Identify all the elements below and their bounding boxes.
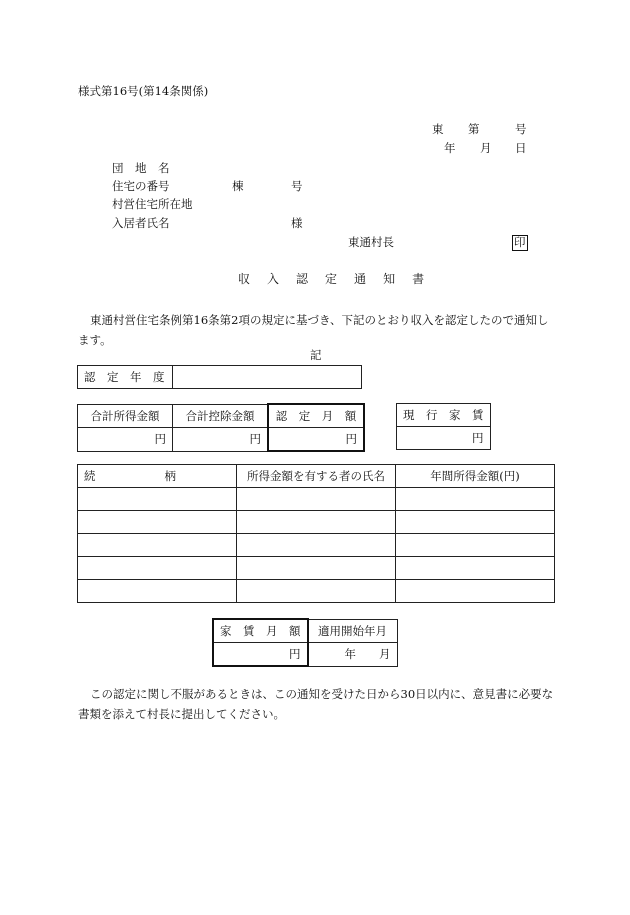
issuer-name: 東通村長 [348, 235, 394, 249]
document-title: 収 入 認 定 通 知 書 [238, 272, 431, 286]
seal-mark: 印 [514, 235, 526, 249]
table-row [78, 557, 555, 580]
building-label: 棟 [232, 179, 244, 193]
start-month-header: 適用開始年月 [308, 619, 398, 643]
earner-name-header: 所得金額を有する者の氏名 [237, 465, 396, 488]
number-label: 号 [291, 179, 303, 193]
total-deduction-value: 円 [173, 428, 269, 452]
member-table [77, 464, 555, 603]
monthly-rent-header: 家 賃 月 額 [213, 619, 308, 643]
table-cell [78, 488, 237, 511]
start-month-value: 年 月 [308, 643, 398, 667]
table-cell [78, 534, 237, 557]
table-cell [237, 580, 396, 603]
total-income-header: 合計所得金額 [78, 404, 173, 428]
ki-label: 記 [310, 348, 322, 362]
table-cell [396, 534, 555, 557]
current-rent-value: 円 [397, 427, 491, 450]
doc-no-east: 東 [432, 122, 444, 136]
table-cell [237, 534, 396, 557]
table-cell [78, 557, 237, 580]
table-cell [396, 511, 555, 534]
current-rent-table [396, 403, 491, 450]
table-cell [78, 511, 237, 534]
form-number: 様式第16号(第14条関係) [78, 84, 209, 98]
table-row [78, 534, 555, 557]
table-cell [78, 580, 237, 603]
table-cell [237, 557, 396, 580]
table-cell [396, 557, 555, 580]
annual-income-header: 年間所得金額(円) [396, 465, 555, 488]
table-row [78, 488, 555, 511]
honorific: 様 [291, 216, 303, 230]
date-month: 月 [480, 141, 492, 155]
relation-header: 続 柄 [78, 465, 237, 488]
rent-table [212, 618, 398, 667]
location-label: 村営住宅所在地 [112, 197, 193, 211]
monthly-rent-value: 円 [213, 643, 308, 667]
certification-year-value [173, 366, 362, 389]
body-text: 東通村営住宅条例第16条第2項の規定に基づき、下記のとおり収入を認定したので通知します。 [78, 313, 549, 347]
unit-number-label: 住宅の番号 [112, 179, 170, 193]
date-day: 日 [515, 141, 527, 155]
table-cell [396, 580, 555, 603]
table-cell [237, 488, 396, 511]
current-rent-header: 現 行 家 賃 [397, 404, 491, 427]
doc-no-go: 号 [515, 122, 527, 136]
income-table [77, 403, 365, 452]
total-income-value: 円 [78, 428, 173, 452]
table-cell [396, 488, 555, 511]
table-cell [237, 511, 396, 534]
certification-year-label: 認 定 年 度 [78, 366, 173, 389]
table-row [78, 511, 555, 534]
certified-monthly-value: 円 [268, 428, 364, 452]
total-deduction-header: 合計控除金額 [173, 404, 269, 428]
certified-monthly-header: 認 定 月 額 [268, 404, 364, 428]
doc-no-dai: 第 [468, 122, 480, 136]
certification-year-table [77, 365, 362, 389]
complex-name-label: 団 地 名 [112, 161, 170, 175]
footer-text: この認定に関し不服があるときは、この通知を受けた日から30日以内に、意見書に必要な書類を添えて村長に提出してください。 [78, 687, 554, 721]
table-row [78, 580, 555, 603]
tenant-label: 入居者氏名 [112, 216, 170, 230]
date-year: 年 [444, 141, 456, 155]
